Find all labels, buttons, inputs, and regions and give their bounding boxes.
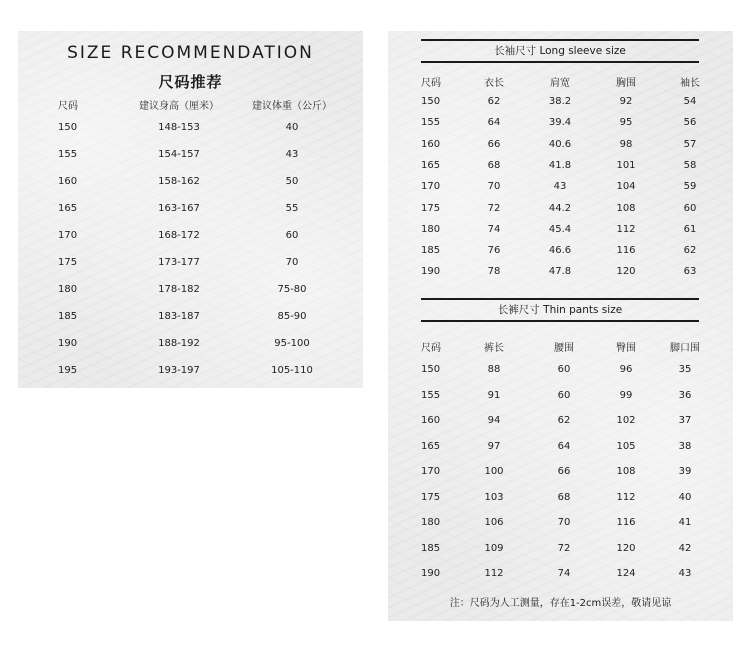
table-cell: 38.2 bbox=[548, 96, 572, 107]
table-cell: 70 bbox=[487, 181, 501, 193]
table-cell: 148-153 bbox=[158, 122, 200, 133]
table-cell: 47.8 bbox=[548, 266, 572, 278]
table-cell: 185 bbox=[421, 542, 441, 554]
column-header: 尺码 bbox=[421, 78, 441, 89]
table-cell: 155 bbox=[58, 149, 78, 160]
table-cell: 38 bbox=[678, 440, 692, 452]
table-cell: 188-192 bbox=[158, 338, 200, 349]
table-cell: 63 bbox=[683, 266, 697, 278]
table-cell: 168-172 bbox=[158, 230, 200, 241]
column-header: 建议体重（公斤） bbox=[252, 101, 332, 112]
table-cell: 116 bbox=[616, 245, 636, 257]
size-recommendation-panel bbox=[18, 31, 363, 388]
table-cell: 76 bbox=[487, 245, 501, 257]
table-cell: 98 bbox=[619, 138, 633, 150]
table-cell: 66 bbox=[557, 466, 571, 477]
column-header: 肩宽 bbox=[550, 78, 570, 89]
table-cell: 74 bbox=[487, 223, 501, 235]
table-cell: 158-162 bbox=[158, 176, 200, 187]
table-cell: 106 bbox=[484, 517, 504, 528]
table-cell: 180 bbox=[58, 284, 78, 295]
size-recommendation-title-cn: 尺码推荐 bbox=[158, 73, 223, 91]
table-cell: 57 bbox=[683, 138, 697, 150]
table-cell: 36 bbox=[678, 389, 692, 401]
table-cell: 103 bbox=[484, 491, 504, 503]
table-cell: 101 bbox=[616, 159, 636, 171]
table-cell: 61 bbox=[683, 223, 697, 235]
table-cell: 40 bbox=[678, 491, 692, 503]
table-cell: 185 bbox=[421, 245, 441, 257]
column-header: 尺码 bbox=[58, 101, 78, 112]
table-cell: 56 bbox=[683, 117, 697, 129]
table-cell: 102 bbox=[616, 415, 636, 426]
table-cell: 100 bbox=[484, 466, 504, 477]
table-cell: 170 bbox=[58, 230, 78, 241]
table-cell: 54 bbox=[683, 96, 697, 107]
table-cell: 41.8 bbox=[548, 159, 572, 171]
table-cell: 175 bbox=[58, 257, 78, 268]
table-cell: 85-90 bbox=[277, 311, 307, 322]
divider-line bbox=[421, 320, 699, 322]
table-cell: 88 bbox=[487, 364, 501, 375]
table-cell: 60 bbox=[557, 389, 571, 401]
table-cell: 94 bbox=[487, 415, 501, 426]
table-cell: 95 bbox=[619, 117, 633, 129]
table-cell: 96 bbox=[619, 364, 633, 375]
table-cell: 92 bbox=[619, 96, 633, 107]
table-cell: 70 bbox=[285, 257, 299, 268]
table-cell: 175 bbox=[421, 202, 441, 214]
table-cell: 64 bbox=[487, 117, 501, 129]
table-cell: 40.6 bbox=[548, 138, 572, 150]
table-cell: 180 bbox=[421, 223, 441, 235]
column-header: 脚口围 bbox=[670, 343, 700, 354]
table-cell: 78 bbox=[487, 266, 501, 278]
table-cell: 72 bbox=[557, 542, 571, 554]
table-cell: 165 bbox=[58, 203, 78, 214]
table-cell: 40 bbox=[285, 122, 299, 133]
pants-title: 长裤尺寸 Thin pants size bbox=[497, 304, 623, 316]
table-cell: 104 bbox=[616, 181, 636, 193]
table-cell: 165 bbox=[421, 440, 441, 452]
table-cell: 55 bbox=[285, 203, 299, 214]
table-cell: 195 bbox=[58, 365, 78, 376]
table-cell: 60 bbox=[683, 202, 697, 214]
table-cell: 50 bbox=[285, 176, 299, 187]
table-cell: 37 bbox=[678, 415, 692, 426]
column-header: 袖长 bbox=[680, 78, 700, 89]
table-cell: 43 bbox=[678, 568, 692, 579]
table-cell: 109 bbox=[484, 542, 504, 554]
table-cell: 163-167 bbox=[158, 203, 200, 214]
divider-line bbox=[421, 298, 699, 300]
column-header: 裤长 bbox=[484, 343, 504, 354]
table-cell: 160 bbox=[421, 138, 441, 150]
column-header: 尺码 bbox=[421, 343, 441, 354]
table-cell: 68 bbox=[557, 491, 571, 503]
table-cell: 155 bbox=[421, 389, 441, 401]
table-cell: 180 bbox=[421, 517, 441, 528]
table-cell: 62 bbox=[487, 96, 501, 107]
table-cell: 190 bbox=[421, 568, 441, 579]
table-cell: 170 bbox=[421, 181, 441, 193]
table-cell: 99 bbox=[619, 389, 633, 401]
table-cell: 97 bbox=[487, 440, 501, 452]
table-cell: 124 bbox=[616, 568, 636, 579]
table-cell: 178-182 bbox=[158, 284, 200, 295]
table-cell: 91 bbox=[487, 389, 501, 401]
table-cell: 112 bbox=[484, 568, 504, 579]
table-cell: 165 bbox=[421, 159, 441, 171]
long-sleeve-title: 长袖尺寸 Long sleeve size bbox=[494, 45, 626, 57]
table-cell: 62 bbox=[683, 245, 697, 257]
table-cell: 74 bbox=[557, 568, 571, 579]
table-cell: 150 bbox=[421, 364, 441, 375]
table-cell: 190 bbox=[421, 266, 441, 278]
column-header: 胸围 bbox=[616, 78, 636, 89]
size-recommendation-title: SIZE RECOMMENDATION bbox=[67, 43, 314, 63]
table-cell: 116 bbox=[616, 517, 636, 528]
column-header: 臀围 bbox=[616, 343, 636, 354]
table-cell: 64 bbox=[557, 440, 571, 452]
column-header: 腰围 bbox=[554, 343, 574, 354]
divider-line bbox=[421, 39, 699, 41]
table-cell: 193-197 bbox=[158, 365, 200, 376]
table-cell: 170 bbox=[421, 466, 441, 477]
table-cell: 150 bbox=[421, 96, 441, 107]
table-cell: 105 bbox=[616, 440, 636, 452]
table-cell: 183-187 bbox=[158, 311, 200, 322]
column-header: 衣长 bbox=[484, 78, 504, 89]
table-cell: 175 bbox=[421, 491, 441, 503]
table-cell: 60 bbox=[285, 230, 299, 241]
table-cell: 45.4 bbox=[548, 223, 572, 235]
table-cell: 43 bbox=[285, 149, 299, 160]
table-cell: 120 bbox=[616, 542, 636, 554]
table-cell: 154-157 bbox=[158, 149, 200, 160]
table-cell: 35 bbox=[678, 364, 692, 375]
divider-line bbox=[421, 61, 699, 63]
table-cell: 155 bbox=[421, 117, 441, 129]
table-cell: 108 bbox=[616, 466, 636, 477]
table-cell: 120 bbox=[616, 266, 636, 278]
table-cell: 185 bbox=[58, 311, 78, 322]
table-cell: 95-100 bbox=[274, 338, 310, 349]
table-cell: 59 bbox=[683, 181, 697, 193]
table-cell: 160 bbox=[58, 176, 78, 187]
table-cell: 39 bbox=[678, 466, 692, 477]
table-cell: 108 bbox=[616, 202, 636, 214]
table-cell: 173-177 bbox=[158, 257, 200, 268]
table-cell: 112 bbox=[616, 223, 636, 235]
table-cell: 43 bbox=[553, 181, 567, 193]
column-header: 建议身高（厘米） bbox=[139, 101, 219, 112]
size-charts-panel bbox=[388, 31, 733, 621]
table-cell: 68 bbox=[487, 159, 501, 171]
table-cell: 42 bbox=[678, 542, 692, 554]
table-cell: 160 bbox=[421, 415, 441, 426]
table-cell: 70 bbox=[557, 517, 571, 528]
table-cell: 44.2 bbox=[548, 202, 572, 214]
table-cell: 58 bbox=[683, 159, 697, 171]
table-cell: 72 bbox=[487, 202, 501, 214]
table-cell: 150 bbox=[58, 122, 78, 133]
table-cell: 66 bbox=[487, 138, 501, 150]
table-cell: 41 bbox=[678, 517, 692, 528]
table-cell: 112 bbox=[616, 491, 636, 503]
table-cell: 39.4 bbox=[548, 117, 572, 129]
table-cell: 60 bbox=[557, 364, 571, 375]
table-cell: 190 bbox=[58, 338, 78, 349]
table-cell: 75-80 bbox=[277, 284, 307, 295]
table-cell: 62 bbox=[557, 415, 571, 426]
table-cell: 105-110 bbox=[271, 365, 313, 376]
measurement-note: 注：尺码为人工测量，存在1-2cm误差，敬请见谅 bbox=[449, 598, 672, 609]
table-cell: 46.6 bbox=[548, 245, 572, 257]
